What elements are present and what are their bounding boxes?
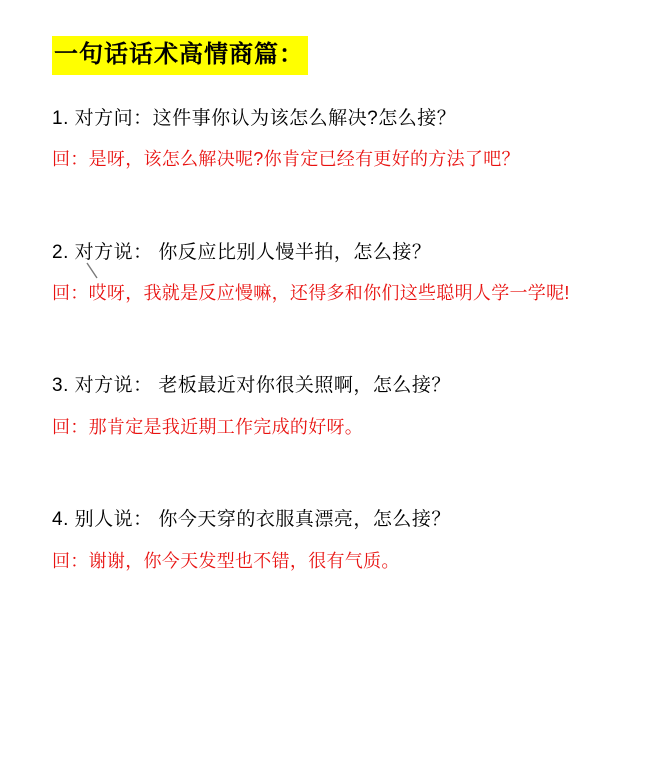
qa-item-1 [52, 105, 597, 177]
page-title: 一句话话术高情商篇： [52, 36, 308, 75]
qa-item-4 [52, 506, 597, 578]
qa-item-2 [52, 239, 597, 311]
question-text: 4. 别人说： 你今天穿的衣服真漂亮，怎么接？ [52, 509, 451, 531]
question-text: 1. 对方问：这件事你认为该怎么解决?怎么接？ [52, 107, 457, 129]
answer-text: 回：哎呀，我就是反应慢嘛，还得多和你们这些聪明人学一学呢! [52, 283, 570, 304]
answer-text: 回：谢谢，你今天发型也不错，很有气质。 [52, 550, 400, 571]
question-text: 3. 对方说： 老板最近对你很关照啊，怎么接？ [52, 375, 451, 397]
qa-item-3 [52, 372, 597, 444]
question-text: 2. 对方说： 你反应比别人慢半拍，怎么接？ [52, 241, 432, 263]
answer-text: 回：是呀，该怎么解决呢?你肯定已经有更好的方法了吧？ [52, 149, 520, 170]
stray-pen-mark-icon [86, 262, 100, 280]
answer-text: 回：那肯定是我近期工作完成的好呀。 [52, 416, 364, 437]
